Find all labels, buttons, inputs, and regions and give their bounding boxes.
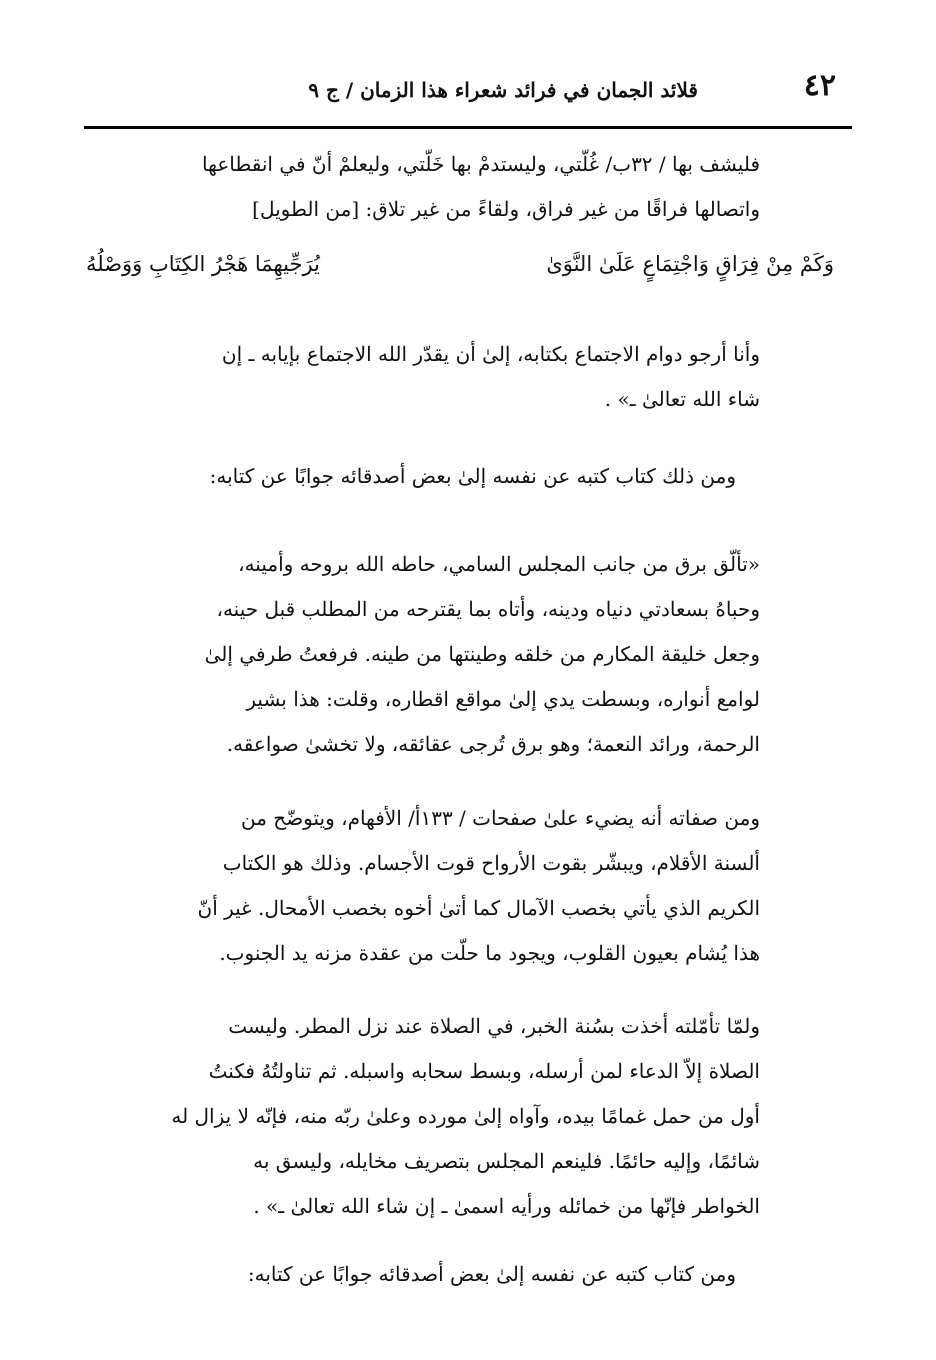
text-line: وأنا أرجو دوام الاجتماع بكتابه، إلىٰ أن يقدّر الله الاجتماع بإيابه ـ إن bbox=[221, 342, 760, 366]
section-intro: ومن ذلك كتاب كتبه عن نفسه إلىٰ بعض أصدقائه جوابًا عن كتابه: bbox=[209, 464, 736, 488]
text-line: الخواطر فإنّها من خمائله ورأيه اسمىٰ ـ إن شاء الله تعالىٰ ـ» . bbox=[253, 1194, 760, 1218]
text-line: وحباهُ بسعادتي دنياه ودينه، وأتاه بما يقترحه من المطلب قبل حينه، bbox=[216, 597, 760, 621]
text-line: لوامع أنواره، وبسطت يدي إلىٰ مواقع اقطاره، وقلت: هذا بشير bbox=[246, 687, 760, 711]
text-line: الرحمة، ورائد النعمة؛ وهو برق تُرجى عقائقه، ولا تخشىٰ صواعقه. bbox=[226, 732, 760, 756]
text-line: شائمًا، وإليه حائمًا. فلينعم المجلس بتصريف مخايله، وليسق به bbox=[253, 1149, 760, 1173]
text-line: واتصالها فراقًا من غير فراق، ولقاءً من غير تلاق: [من الطويل] bbox=[252, 197, 760, 221]
running-title: قلائد الجمان في فرائد شعراء هذا الزمان / ج ٩ bbox=[308, 78, 698, 102]
header-divider bbox=[84, 126, 852, 129]
text-line: ومن صفاته أنه يضيء علىٰ صفحات / ١٣٣أ/ الأفهام، ويتوضّح من bbox=[240, 806, 760, 830]
text-line: فليشف بها / ٣٢ب/ غُلّتي، وليستدمْ بها خَلّتي، وليعلمْ أنّ في انقطاعها bbox=[202, 152, 760, 176]
poetry-verse bbox=[86, 246, 834, 296]
text-line: الصلاة إلاّ الدعاء لمن أرسله، وبسط سحابه واسبله. ثم تناولتُهُ فكنتُ bbox=[208, 1059, 760, 1083]
paragraph-4 bbox=[150, 796, 760, 976]
paragraph-3 bbox=[150, 542, 760, 767]
paragraph-1 bbox=[150, 142, 760, 232]
paragraph-5 bbox=[150, 1004, 760, 1229]
page-header bbox=[84, 62, 836, 122]
section-intro: ومن كتاب كتبه عن نفسه إلىٰ بعض أصدقائه جوابًا عن كتابه: bbox=[247, 1262, 736, 1286]
text-line: الكريم الذي يأتي بخصب الآمال كما أتىٰ أخوه بخصب الأمحال. غير أنّ bbox=[197, 896, 760, 920]
text-line: «تألّق برق من جانب المجلس السامي، حاطه الله بروحه وأمينه، bbox=[238, 552, 760, 576]
text-line: ألسنة الأقلام، ويبشّر بقوت الأرواح قوت الأجسام. وذلك هو الكتاب bbox=[222, 851, 760, 875]
text-line: شاء الله تعالىٰ ـ» . bbox=[604, 387, 760, 411]
text-line: أول من حمل غمامًا بيده، وآواه إلىٰ مورده وعلىٰ ربّه منه، فإنّه لا يزال له bbox=[171, 1104, 760, 1128]
paragraph-2 bbox=[150, 332, 760, 422]
page-number: ٤٢ bbox=[803, 68, 836, 103]
text-line: ولمّا تأمّلته أخذت بسُنة الخبر، في الصلاة عند نزل المطر. وليست bbox=[228, 1014, 760, 1038]
verse-first-hemistich: وَكَمْ مِنْ فِرَاقٍ وَاجْتِمَاعٍ عَلَىٰ النَّوَىٰ bbox=[546, 252, 834, 276]
verse-second-hemistich: يُرَجِّيهِمَا هَجْرُ الكِتَابِ وَوَصْلُهُ bbox=[86, 252, 320, 276]
text-line: وجعل خليقة المكارم من خلقه وطينتها من طينه. فرفعتُ طرفي إلىٰ bbox=[204, 642, 760, 666]
text-line: هذا يُشام بعيون القلوب، ويجود ما حلّت من عقدة مزنه يد الجنوب. bbox=[219, 941, 760, 965]
